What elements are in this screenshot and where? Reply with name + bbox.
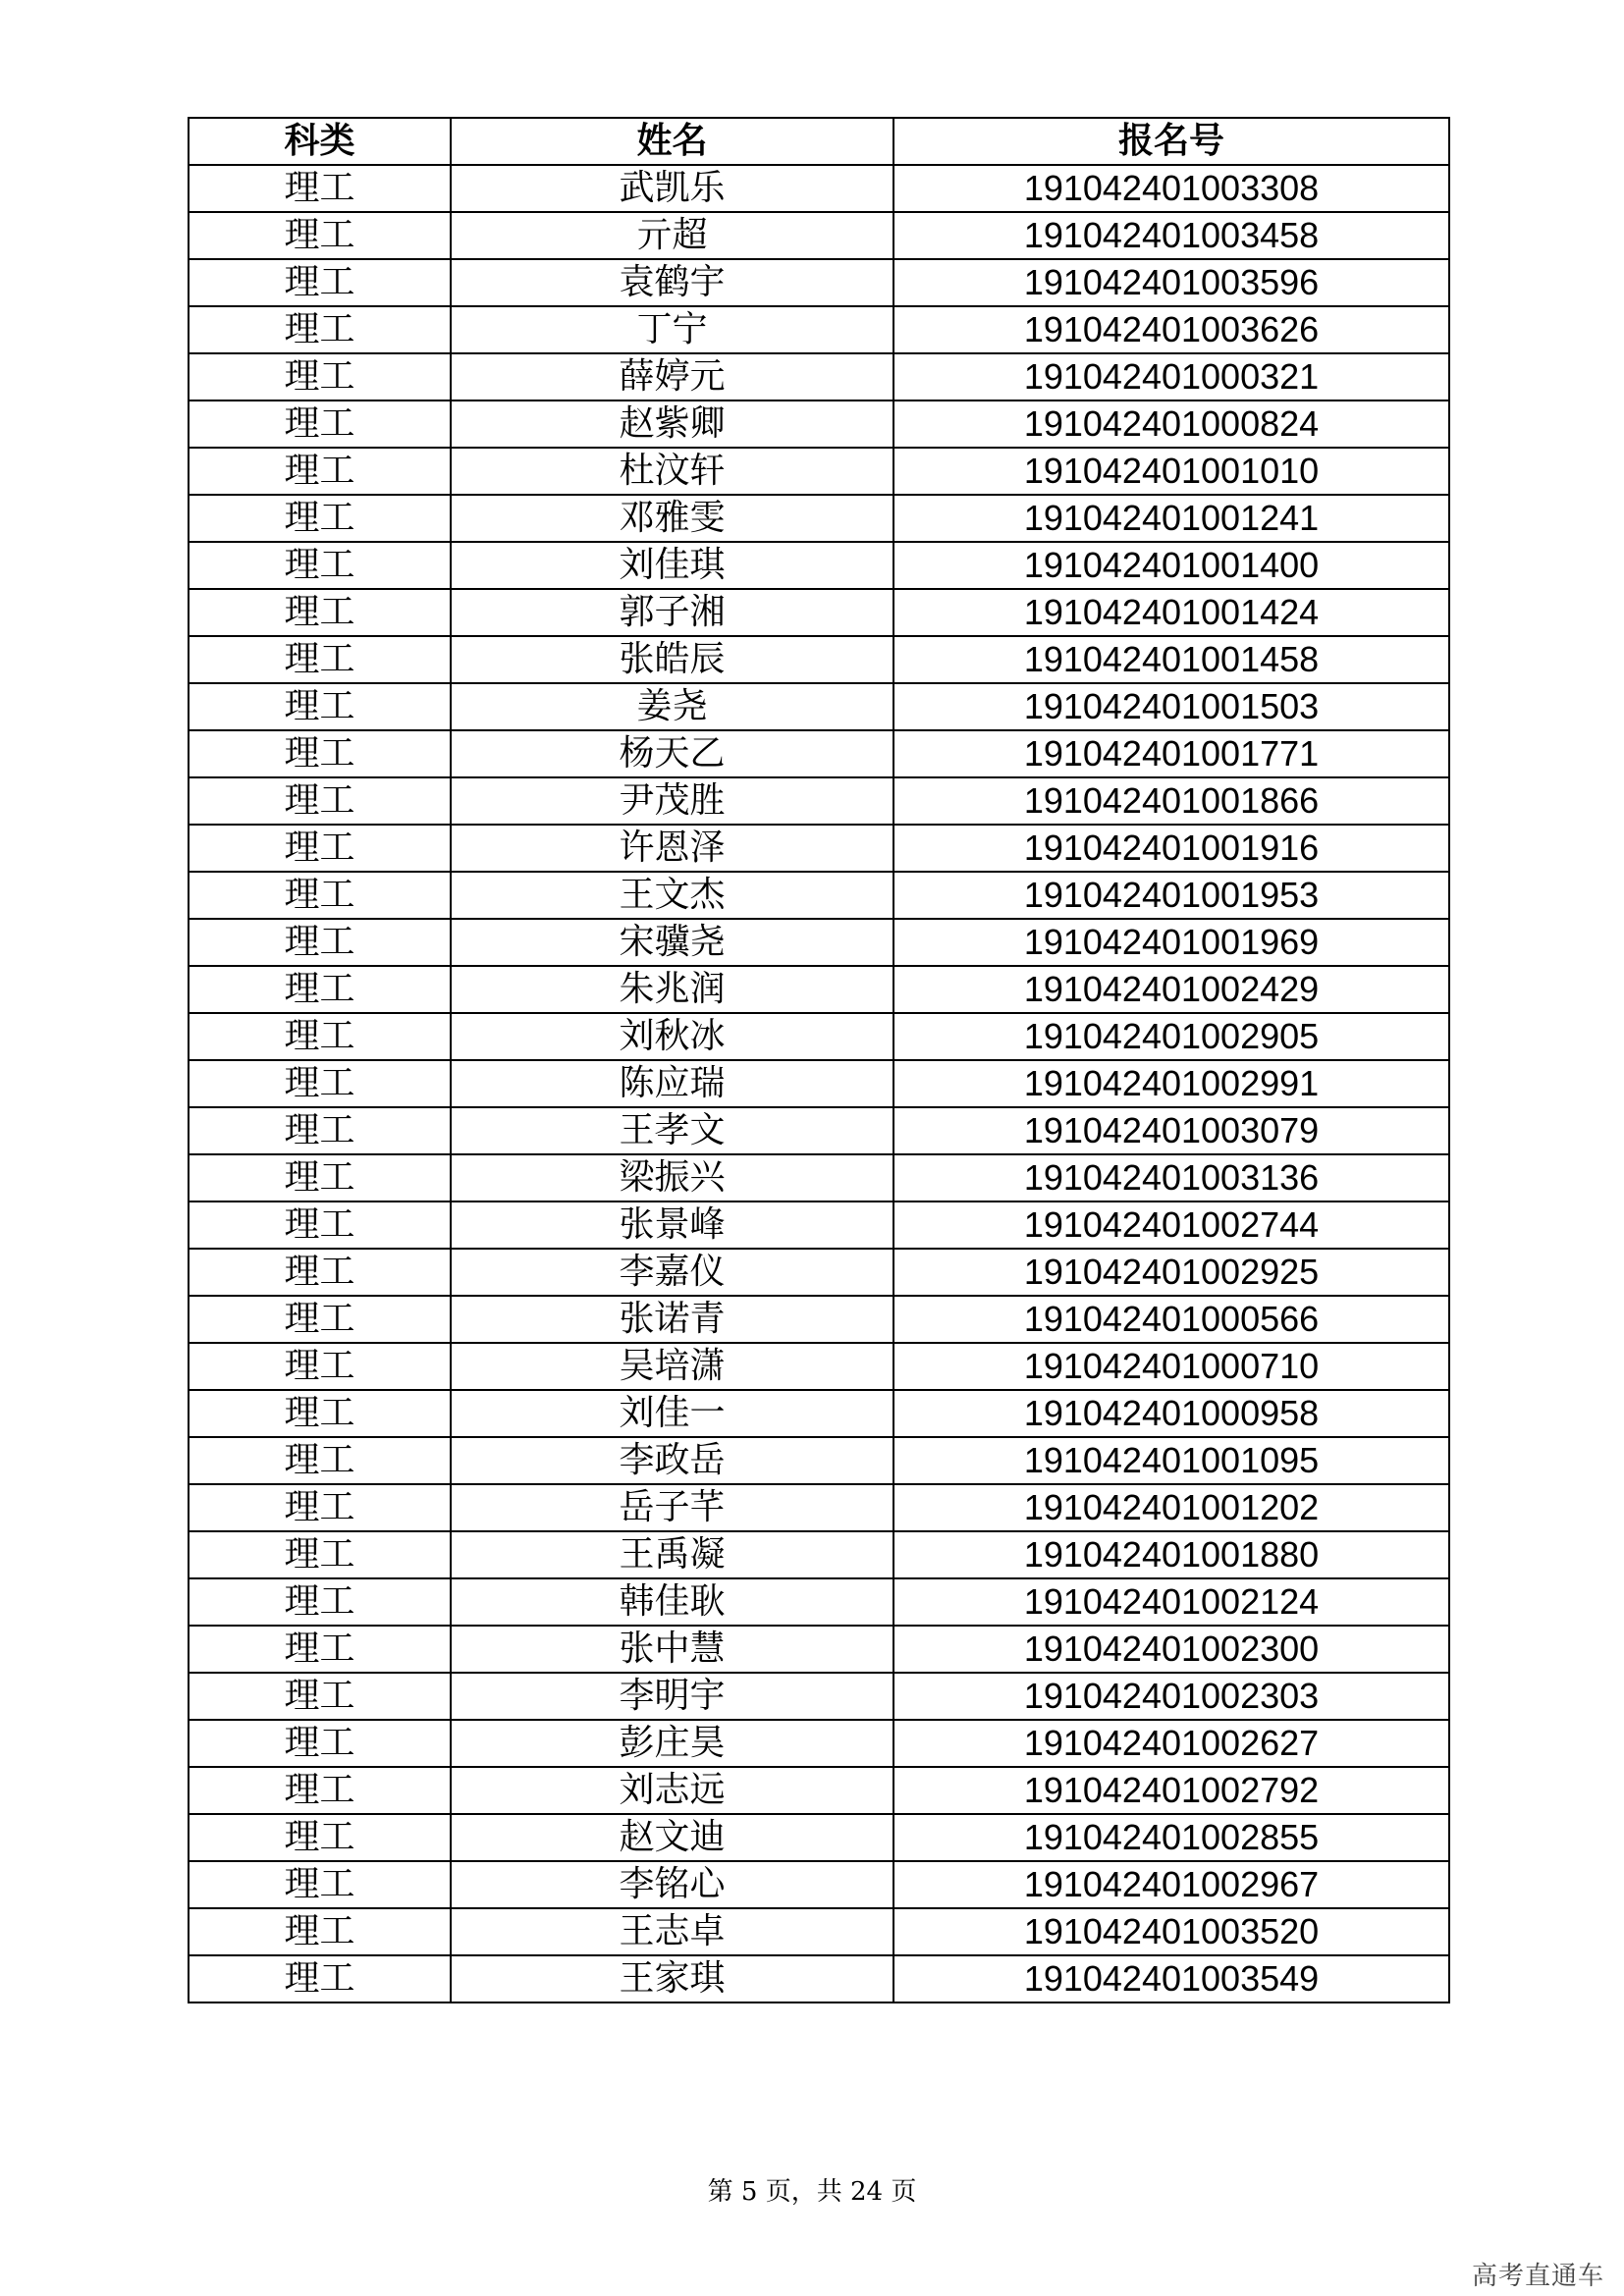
cell-name: 丁宁 <box>451 306 893 353</box>
cell-category: 理工 <box>189 919 451 966</box>
cell-registration-number: 191042401002905 <box>893 1013 1449 1060</box>
cell-name: 王家琪 <box>451 1955 893 2002</box>
page-number-footer: 第 5 页，共 24 页 <box>707 2177 917 2207</box>
cell-registration-number: 191042401000321 <box>893 353 1449 400</box>
cell-registration-number: 191042401003136 <box>893 1154 1449 1201</box>
cell-registration-number: 191042401000824 <box>893 400 1449 448</box>
cell-category: 理工 <box>189 1296 451 1343</box>
table-header-row <box>189 118 1449 165</box>
cell-name: 李嘉仪 <box>451 1249 893 1296</box>
cell-category: 理工 <box>189 1437 451 1484</box>
cell-name: 杨天乙 <box>451 730 893 777</box>
cell-name: 李铭心 <box>451 1861 893 1908</box>
table-row <box>189 1013 1449 1060</box>
cell-name: 王禹凝 <box>451 1531 893 1578</box>
cell-registration-number: 191042401003079 <box>893 1107 1449 1154</box>
table-row <box>189 1107 1449 1154</box>
cell-name: 宋骥尧 <box>451 919 893 966</box>
cell-category: 理工 <box>189 1673 451 1720</box>
cell-name: 刘秋冰 <box>451 1013 893 1060</box>
cell-name: 张诺青 <box>451 1296 893 1343</box>
cell-category: 理工 <box>189 1531 451 1578</box>
cell-registration-number: 191042401001241 <box>893 495 1449 542</box>
cell-registration-number: 191042401002303 <box>893 1673 1449 1720</box>
cell-category: 理工 <box>189 1955 451 2002</box>
cell-category: 理工 <box>189 212 451 259</box>
cell-name: 赵紫卿 <box>451 400 893 448</box>
cell-name: 岳子芊 <box>451 1484 893 1531</box>
table-row <box>189 400 1449 448</box>
cell-name: 姜尧 <box>451 683 893 730</box>
table-row <box>189 1908 1449 1955</box>
cell-registration-number: 191042401002124 <box>893 1578 1449 1626</box>
admission-list-table <box>188 117 1450 2003</box>
cell-category: 理工 <box>189 1814 451 1861</box>
cell-category: 理工 <box>189 730 451 777</box>
cell-name: 王孝文 <box>451 1107 893 1154</box>
table-row <box>189 589 1449 636</box>
cell-name: 张皓辰 <box>451 636 893 683</box>
cell-registration-number: 191042401003626 <box>893 306 1449 353</box>
cell-category: 理工 <box>189 1861 451 1908</box>
cell-category: 理工 <box>189 353 451 400</box>
table-row <box>189 1673 1449 1720</box>
table-row <box>189 1578 1449 1626</box>
cell-name: 赵文迪 <box>451 1814 893 1861</box>
cell-category: 理工 <box>189 1390 451 1437</box>
cell-category: 理工 <box>189 1626 451 1673</box>
cell-category: 理工 <box>189 1767 451 1814</box>
table-row <box>189 1296 1449 1343</box>
table-row <box>189 1767 1449 1814</box>
cell-category: 理工 <box>189 400 451 448</box>
cell-registration-number: 191042401001880 <box>893 1531 1449 1578</box>
cell-name: 尹茂胜 <box>451 777 893 825</box>
cell-category: 理工 <box>189 1201 451 1249</box>
cell-category: 理工 <box>189 448 451 495</box>
table-row <box>189 306 1449 353</box>
cell-name: 梁振兴 <box>451 1154 893 1201</box>
table-row <box>189 636 1449 683</box>
cell-name: 杜汶轩 <box>451 448 893 495</box>
cell-category: 理工 <box>189 1013 451 1060</box>
table-row <box>189 1249 1449 1296</box>
cell-category: 理工 <box>189 825 451 872</box>
table-row <box>189 919 1449 966</box>
cell-category: 理工 <box>189 636 451 683</box>
cell-registration-number: 191042401001771 <box>893 730 1449 777</box>
cell-registration-number: 191042401003520 <box>893 1908 1449 1955</box>
cell-category: 理工 <box>189 1578 451 1626</box>
cell-name: 薛婷元 <box>451 353 893 400</box>
cell-category: 理工 <box>189 1107 451 1154</box>
cell-name: 陈应瑞 <box>451 1060 893 1107</box>
cell-category: 理工 <box>189 495 451 542</box>
cell-registration-number: 191042401001202 <box>893 1484 1449 1531</box>
cell-registration-number: 191042401002967 <box>893 1861 1449 1908</box>
cell-name: 张中慧 <box>451 1626 893 1673</box>
cell-name: 李明宇 <box>451 1673 893 1720</box>
cell-category: 理工 <box>189 966 451 1013</box>
cell-name: 刘志远 <box>451 1767 893 1814</box>
table-row <box>189 495 1449 542</box>
cell-name: 彭庄昊 <box>451 1720 893 1767</box>
table-body <box>189 165 1449 2002</box>
cell-registration-number: 191042401003549 <box>893 1955 1449 2002</box>
cell-name: 韩佳耿 <box>451 1578 893 1626</box>
table-row <box>189 1390 1449 1437</box>
cell-category: 理工 <box>189 165 451 212</box>
cell-category: 理工 <box>189 777 451 825</box>
table-row <box>189 1060 1449 1107</box>
table-row <box>189 1343 1449 1390</box>
table-row <box>189 1484 1449 1531</box>
cell-name: 吴培潇 <box>451 1343 893 1390</box>
cell-registration-number: 191042401002744 <box>893 1201 1449 1249</box>
cell-name: 朱兆润 <box>451 966 893 1013</box>
cell-registration-number: 191042401003308 <box>893 165 1449 212</box>
table-row <box>189 1626 1449 1673</box>
cell-category: 理工 <box>189 1720 451 1767</box>
cell-registration-number: 191042401001953 <box>893 872 1449 919</box>
cell-registration-number: 191042401001095 <box>893 1437 1449 1484</box>
table-row <box>189 1437 1449 1484</box>
table-row <box>189 165 1449 212</box>
cell-category: 理工 <box>189 306 451 353</box>
table-row <box>189 777 1449 825</box>
table-row <box>189 448 1449 495</box>
cell-registration-number: 191042401002429 <box>893 966 1449 1013</box>
cell-registration-number: 191042401001503 <box>893 683 1449 730</box>
cell-registration-number: 191042401002792 <box>893 1767 1449 1814</box>
table-row <box>189 353 1449 400</box>
cell-category: 理工 <box>189 1060 451 1107</box>
cell-category: 理工 <box>189 872 451 919</box>
column-header-category: 科类 <box>189 118 451 165</box>
cell-registration-number: 191042401001400 <box>893 542 1449 589</box>
table-row <box>189 1154 1449 1201</box>
watermark-text: 高考直通车 <box>1471 2262 1604 2291</box>
cell-category: 理工 <box>189 1484 451 1531</box>
cell-name: 武凯乐 <box>451 165 893 212</box>
cell-registration-number: 191042401000566 <box>893 1296 1449 1343</box>
cell-registration-number: 191042401002627 <box>893 1720 1449 1767</box>
cell-registration-number: 191042401001916 <box>893 825 1449 872</box>
table-row <box>189 1955 1449 2002</box>
cell-name: 邓雅雯 <box>451 495 893 542</box>
table-row <box>189 1531 1449 1578</box>
table-row <box>189 1814 1449 1861</box>
cell-category: 理工 <box>189 1249 451 1296</box>
table-row <box>189 1720 1449 1767</box>
cell-name: 袁鹤宇 <box>451 259 893 306</box>
cell-registration-number: 191042401001010 <box>893 448 1449 495</box>
table-row <box>189 966 1449 1013</box>
cell-registration-number: 191042401000710 <box>893 1343 1449 1390</box>
cell-name: 李政岳 <box>451 1437 893 1484</box>
table-row <box>189 1861 1449 1908</box>
cell-category: 理工 <box>189 1343 451 1390</box>
cell-registration-number: 191042401000958 <box>893 1390 1449 1437</box>
cell-registration-number: 191042401001866 <box>893 777 1449 825</box>
cell-registration-number: 191042401003458 <box>893 212 1449 259</box>
cell-name: 王志卓 <box>451 1908 893 1955</box>
table-row <box>189 825 1449 872</box>
cell-category: 理工 <box>189 1908 451 1955</box>
column-header-registration-number: 报名号 <box>893 118 1449 165</box>
cell-category: 理工 <box>189 259 451 306</box>
cell-category: 理工 <box>189 1154 451 1201</box>
cell-category: 理工 <box>189 683 451 730</box>
cell-registration-number: 191042401002300 <box>893 1626 1449 1673</box>
table-row <box>189 259 1449 306</box>
cell-registration-number: 191042401002991 <box>893 1060 1449 1107</box>
table-row <box>189 212 1449 259</box>
table-row <box>189 1201 1449 1249</box>
cell-name: 许恩泽 <box>451 825 893 872</box>
column-header-name: 姓名 <box>451 118 893 165</box>
cell-registration-number: 191042401001969 <box>893 919 1449 966</box>
cell-name: 刘佳琪 <box>451 542 893 589</box>
cell-registration-number: 191042401003596 <box>893 259 1449 306</box>
cell-category: 理工 <box>189 589 451 636</box>
table-row <box>189 872 1449 919</box>
cell-registration-number: 191042401002925 <box>893 1249 1449 1296</box>
table-row <box>189 730 1449 777</box>
table-row <box>189 683 1449 730</box>
cell-category: 理工 <box>189 542 451 589</box>
cell-name: 郭子湘 <box>451 589 893 636</box>
table-row <box>189 542 1449 589</box>
cell-name: 王文杰 <box>451 872 893 919</box>
cell-name: 张景峰 <box>451 1201 893 1249</box>
cell-registration-number: 191042401002855 <box>893 1814 1449 1861</box>
cell-name: 刘佳一 <box>451 1390 893 1437</box>
cell-name: 亓超 <box>451 212 893 259</box>
cell-registration-number: 191042401001458 <box>893 636 1449 683</box>
cell-registration-number: 191042401001424 <box>893 589 1449 636</box>
